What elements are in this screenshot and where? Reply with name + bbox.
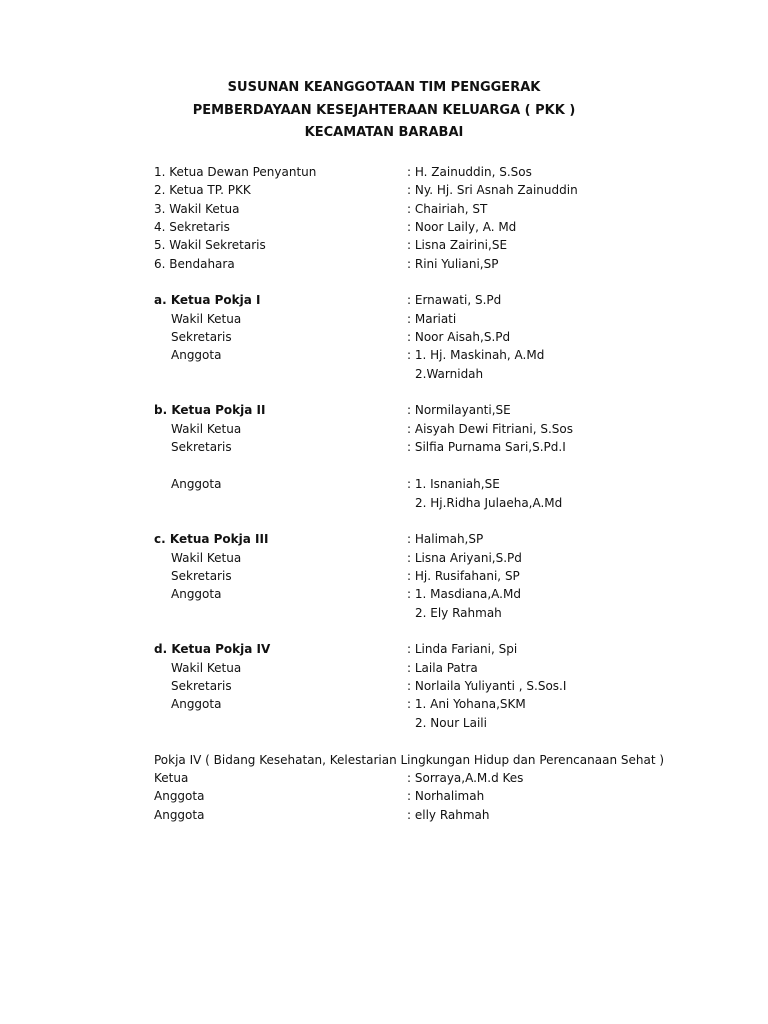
row-label: Anggota [154, 808, 205, 822]
row-label: Sekretaris [171, 440, 232, 454]
row-label: 5. Wakil Sekretaris [154, 238, 266, 252]
row-label: Sekretaris [171, 679, 232, 693]
row-value: : Laila Patra [407, 661, 478, 675]
row-label: c. Ketua Pokja III [154, 532, 269, 546]
row-value: : Normilayanti,SE [407, 403, 511, 417]
row-label: 1. Ketua Dewan Penyantun [154, 165, 317, 179]
row-value: : 1. Isnaniah,SE [407, 477, 500, 491]
row-value: : Lisna Zairini,SE [407, 238, 508, 252]
row-value: : Sorraya,A.M.d Kes [407, 771, 524, 785]
row-label: Wakil Ketua [171, 422, 242, 436]
row-label: Ketua [154, 771, 189, 785]
row-label: 2. Ketua TP. PKK [154, 183, 251, 197]
row-value: : Aisyah Dewi Fitriani, S.Sos [407, 422, 574, 436]
row-value: : Hj. Rusifahani, SP [407, 569, 520, 583]
row-value: 2. Ely Rahmah [415, 606, 502, 620]
row-value: : Noor Laily, A. Md [407, 220, 517, 234]
row-label: 4. Sekretaris [154, 220, 230, 234]
row-label: Wakil Ketua [171, 551, 242, 565]
row-value: : Lisna Ariyani,S.Pd [407, 551, 522, 565]
row-value: : Norhalimah [407, 789, 485, 803]
row-label: Anggota [171, 587, 222, 601]
row-value: : Halimah,SP [407, 532, 484, 546]
row-label: b. Ketua Pokja II [154, 403, 266, 417]
row-value: : Ny. Hj. Sri Asnah Zainuddin [407, 183, 578, 197]
row-label: a. Ketua Pokja I [154, 293, 261, 307]
row-value: : Ernawati, S.Pd [407, 293, 502, 307]
row-label: Sekretaris [171, 569, 232, 583]
row-value: : Mariati [407, 312, 457, 326]
row-label: 3. Wakil Ketua [154, 202, 240, 216]
row-label: d. Ketua Pokja IV [154, 642, 271, 656]
row-value: : Norlaila Yuliyanti , S.Sos.I [407, 679, 567, 693]
title-line-2: PEMBERDAYAAN KESEJAHTERAAN KELUARGA ( PKK ) [192, 103, 576, 118]
row-value: 2. Nour Laili [415, 716, 487, 730]
row-value: 2.Warnidah [415, 367, 484, 381]
row-label: Anggota [171, 477, 222, 491]
row-label: Anggota [154, 789, 205, 803]
row-value: : H. Zainuddin, S.Sos [407, 165, 532, 179]
row-value: : 1. Hj. Maskinah, A.Md [407, 348, 545, 362]
section-heading: Pokja IV ( Bidang Kesehatan, Kelestarian Lingkungan Hidup dan Perencanaan Sehat ) [154, 753, 665, 767]
row-label: Wakil Ketua [171, 312, 242, 326]
row-value: : Rini Yuliani,SP [407, 257, 499, 271]
row-label: 6. Bendahara [154, 257, 235, 271]
row-value: 2. Hj.Ridha Julaeha,A.Md [415, 496, 563, 510]
row-label: Anggota [171, 697, 222, 711]
row-value: : 1. Masdiana,A.Md [407, 587, 521, 601]
title-line-1: SUSUNAN KEANGGOTAAN TIM PENGGERAK [227, 80, 541, 95]
row-value: : elly Rahmah [407, 808, 490, 822]
row-label: Wakil Ketua [171, 661, 242, 675]
row-value: : Linda Fariani, Spi [407, 642, 518, 656]
title-line-3: KECAMATAN BARABAI [304, 125, 464, 140]
row-label: Anggota [171, 348, 222, 362]
row-label: Sekretaris [171, 330, 232, 344]
row-value: : Silfia Purnama Sari,S.Pd.I [407, 440, 566, 454]
row-value: : Noor Aisah,S.Pd [407, 330, 511, 344]
row-value: : 1. Ani Yohana,SKM [407, 697, 526, 711]
row-value: : Chairiah, ST [407, 202, 488, 216]
